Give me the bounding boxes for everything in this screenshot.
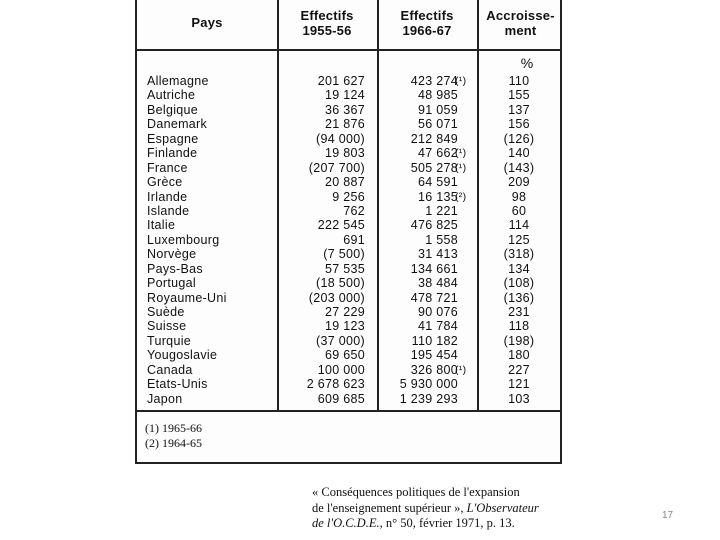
footnote-ref (455, 204, 481, 218)
header-accroissement: Accroisse- ment (486, 8, 555, 38)
effectifs-1966-value: 326 800 (410, 362, 458, 377)
note-column (455, 74, 481, 406)
effectifs-1955-value: 21 876 (324, 117, 365, 132)
footnote-ref (455, 348, 481, 362)
accroissement-value: 110 (508, 74, 530, 88)
accroissement-value: 125 (508, 232, 530, 247)
country-name: Portugal (147, 276, 196, 291)
footnote: (2) 1964-65 (145, 436, 202, 450)
effectifs-1966-value: 41 784 (417, 319, 458, 334)
effectifs-1955-value: 201 627 (317, 74, 365, 88)
footnote-ref (455, 305, 481, 319)
effectifs-1966-value: 212 849 (410, 131, 458, 146)
accroissement-value: 60 (511, 203, 527, 218)
effectifs-1955-value: (37 000) (316, 333, 365, 348)
effectifs-1966-value: 195 454 (410, 348, 458, 363)
effectifs-1955-value: 691 (343, 232, 365, 247)
accroissement-value: 134 (508, 261, 530, 276)
accroissement-value: 114 (508, 218, 530, 233)
accroissement-value: 227 (508, 362, 530, 377)
effectifs-1955-column (287, 74, 365, 406)
country-name: France (147, 160, 188, 175)
country-name: Turquie (147, 333, 192, 348)
effectifs-1955-value: 69 650 (324, 348, 365, 363)
country-name: Islande (147, 203, 190, 218)
country-name: Pays-Bas (147, 261, 203, 276)
footnote-ref (455, 117, 481, 131)
country-name: Grèce (147, 175, 183, 190)
effectifs-1966-value: 5 930 000 (399, 377, 458, 392)
footnote-ref (455, 377, 481, 391)
footnote-ref: (²) (455, 190, 467, 203)
effectifs-1966-value: 110 182 (411, 333, 458, 348)
effectifs-1966-value: 1 239 293 (399, 391, 458, 406)
effectifs-1966-value: 16 135 (417, 189, 458, 204)
effectifs-1966-value: 1 558 (425, 232, 458, 247)
accroissement-value: 137 (508, 102, 530, 117)
accroissement-value: 121 (508, 377, 530, 392)
country-column (147, 74, 227, 406)
country-name: Suède (147, 305, 185, 319)
footnote-ref (455, 175, 481, 189)
header-divider (137, 49, 560, 51)
footnote-ref: (¹) (455, 161, 467, 174)
effectifs-1966-value: 90 076 (417, 305, 458, 319)
country-name: Etats-Unis (147, 377, 208, 392)
accroissement-value: 155 (508, 88, 530, 103)
effectifs-1966-column (382, 74, 458, 406)
footnote-ref (455, 103, 481, 117)
footnote-ref (455, 262, 481, 276)
footnote-ref (455, 334, 481, 348)
country-name: Italie (147, 218, 176, 233)
effectifs-1966-value: 476 825 (410, 218, 458, 233)
footnote-ref (455, 392, 481, 406)
column-divider (277, 0, 279, 410)
footnote-ref (455, 233, 481, 247)
accroissement-value: 98 (511, 189, 527, 204)
effectifs-1955-value: 9 256 (332, 189, 365, 204)
effectifs-1955-value: 57 535 (324, 261, 365, 276)
accroissement-value: 231 (508, 305, 530, 319)
footnote-ref (455, 247, 481, 261)
footnote-divider (137, 410, 560, 412)
country-name: Finlande (147, 146, 198, 161)
effectifs-1955-value: (203 000) (308, 290, 365, 305)
effectifs-1966-value: 1 221 (425, 203, 458, 218)
effectifs-1955-value: 100 000 (317, 362, 365, 377)
accroissement-value: (198) (503, 333, 535, 348)
accroissement-value: (108) (503, 276, 535, 291)
country-name: Japon (147, 391, 183, 406)
effectifs-1955-value: 609 685 (317, 391, 365, 406)
accroissement-value: 103 (508, 391, 530, 406)
footnote-ref: (¹) (455, 363, 467, 376)
effectifs-1966-value: 56 071 (417, 117, 458, 132)
footnote-ref: (¹) (455, 75, 467, 87)
country-name: Norvège (147, 247, 197, 262)
footnote-ref (455, 218, 481, 232)
country-name: Suisse (147, 319, 187, 334)
effectifs-1955-value: (7 500) (323, 247, 365, 262)
footnote-ref (455, 319, 481, 333)
effectifs-1955-value: (207 700) (308, 160, 365, 175)
effectifs-1955-value: (18 500) (316, 276, 365, 291)
effectifs-1955-value: 19 803 (324, 146, 365, 161)
page-number: 17 (662, 510, 674, 521)
effectifs-1966-value: 48 985 (417, 88, 458, 103)
footnote-ref: (¹) (455, 147, 467, 160)
country-name: Allemagne (147, 74, 209, 88)
effectifs-1955-value: 19 123 (324, 319, 365, 334)
footnotes (145, 421, 202, 451)
accroissement-value: 209 (508, 175, 530, 190)
country-name: Luxembourg (147, 232, 220, 247)
accroissement-value: (136) (503, 290, 535, 305)
effectifs-1966-value: 505 278 (410, 160, 458, 175)
header-effectifs-1966: Effectifs 1966-67 (400, 8, 454, 38)
table-scan (135, 0, 562, 464)
effectifs-1955-value: 36 367 (324, 102, 365, 117)
accroissement-value: (318) (503, 247, 535, 262)
footnote-ref (455, 276, 481, 290)
effectifs-1966-value: 134 661 (410, 261, 458, 276)
footnote-ref (455, 291, 481, 305)
accroissement-value: 156 (508, 117, 530, 132)
header-effectifs-1955: Effectifs 1955-56 (300, 8, 354, 38)
country-name: Irlande (147, 189, 188, 204)
accroissement-value: (126) (503, 131, 535, 146)
column-divider (377, 0, 379, 410)
percent-symbol: % (520, 55, 534, 71)
footnote-ref (455, 88, 481, 102)
effectifs-1955-value: 27 229 (324, 305, 365, 319)
source-citation: « Conséquences politiques de l'expansion de l'enseignement supérieur », L'Observateur de l'O.C.D.E., n° 50, février 1971, p. 13. (312, 485, 539, 530)
accroissement-column (497, 74, 541, 406)
header-pays: Pays (191, 15, 223, 30)
effectifs-1966-value: 31 413 (417, 247, 458, 262)
effectifs-1966-value: 47 662 (417, 146, 458, 161)
effectifs-1955-value: 20 887 (324, 175, 365, 190)
footnote: (1) 1965-66 (145, 421, 202, 435)
accroissement-value: 180 (508, 348, 530, 363)
country-name: Danemark (147, 117, 208, 132)
effectifs-1955-value: 19 124 (324, 88, 365, 103)
country-name: Royaume-Uni (147, 290, 227, 305)
effectifs-1955-value: 222 545 (317, 218, 365, 233)
footnote-ref (455, 132, 481, 146)
country-name: Belgique (147, 102, 199, 117)
accroissement-value: 140 (508, 146, 530, 161)
effectifs-1966-value: 423 274 (410, 74, 458, 88)
effectifs-1966-value: 91 059 (417, 102, 458, 117)
effectifs-1955-value: (94 000) (316, 131, 365, 146)
country-name: Autriche (147, 88, 196, 103)
effectifs-1966-value: 64 591 (417, 175, 458, 190)
country-name: Canada (147, 362, 193, 377)
accroissement-value: 118 (508, 319, 530, 334)
accroissement-value: (143) (503, 160, 535, 175)
effectifs-1966-value: 38 484 (417, 276, 458, 291)
effectifs-1955-value: 2 678 623 (306, 377, 365, 392)
effectifs-1966-value: 478 721 (410, 290, 458, 305)
country-name: Espagne (147, 131, 199, 146)
effectifs-1955-value: 762 (343, 203, 365, 218)
country-name: Yougoslavie (147, 348, 218, 363)
